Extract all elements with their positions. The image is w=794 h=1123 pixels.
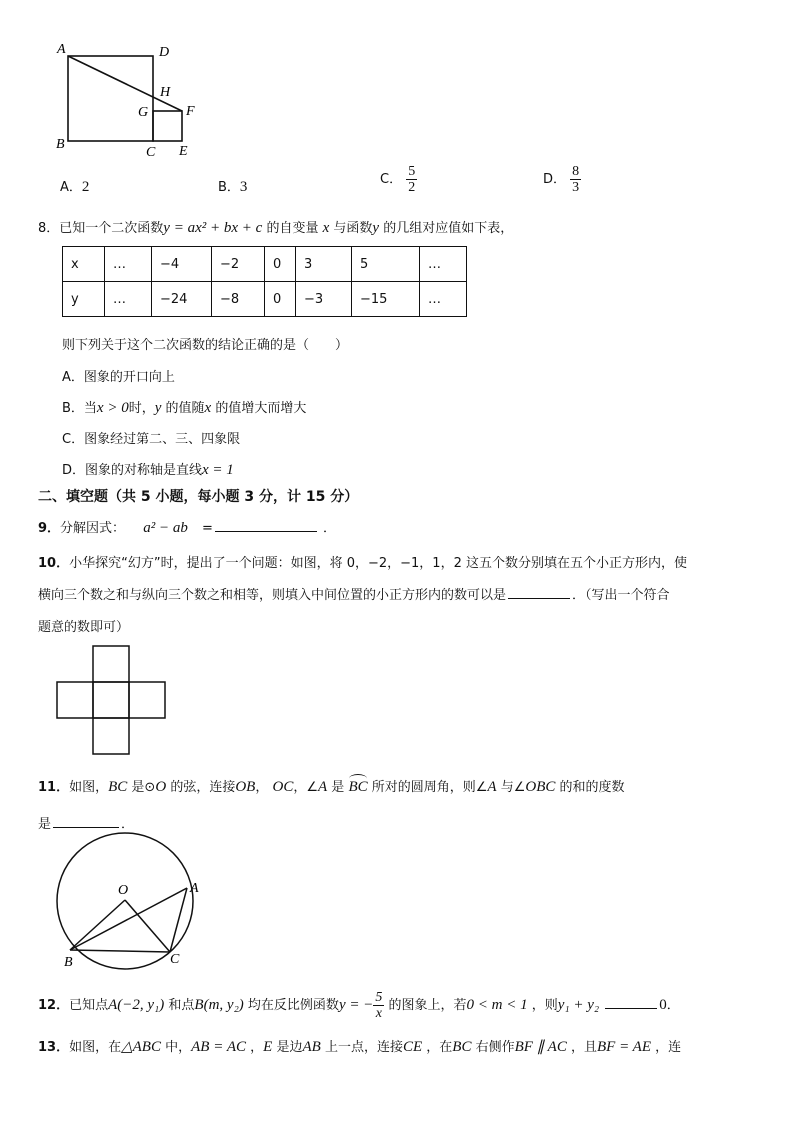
q12: 12．已知点A(−2, y₁) 和点B(m, y₂) 均在反比例函数y = − $\frac{5}{x}$ 的图象上，若0 < m < 1 ，则y₁ + y₂ 0． [38,990,680,1021]
q8-question: 则下列关于这个二次函数的结论正确的是（ ） [62,338,349,353]
q7-option-d: D． $\frac{8}{3}$ [543,164,580,195]
label-D: D [159,45,170,60]
table-cell: −2 [212,247,265,282]
q8-stem: 8．已知一个二次函数y = ax² + bx + c 的自变量 x 与函数y 的几组对应值如下表， [38,220,514,236]
table-cell: 0 [265,282,296,317]
label-C: C [146,145,156,160]
q9-answer-blank[interactable] [215,530,317,532]
table-cell: −24 [152,282,212,317]
q8-value-table [62,246,467,317]
label-C: C [170,952,180,967]
label-A: A [57,42,66,57]
section-title: 二、填空题（共 5 小题，每小题 3 分，计 15 分） [38,489,359,505]
table-cell: −8 [212,282,265,317]
label-E: E [179,144,188,159]
q11-line1: 11．如图，BC 是⊙O 的弦，连接OB， OC，∠A 是 BC 所对的圆周角，则∠A 与∠OBC 的和的度数 [38,776,625,796]
q7-option-c: C． $\frac{5}{2}$ [380,164,416,195]
q8-option-c: C．图象经过第二、三、四象限 [62,432,241,447]
q10-answer-blank[interactable] [508,597,570,599]
table-cell: x [63,247,105,282]
q10-line2: 横向三个数之和与纵向三个数之和相等，则填入中间位置的小正方形内的数可以是 ．（写出一个符合 [38,588,670,603]
q9: 9．分解因式： a² − ab = ． [38,520,337,536]
q7-option-b: B．3 [218,179,248,195]
table-cell: 5 [352,247,420,282]
table-cell: … [105,282,152,317]
q12-answer-blank[interactable] [605,1007,657,1009]
q7-option-a: A．2 [60,179,90,195]
table-cell: −3 [296,282,352,317]
label-H: H [160,85,171,100]
q10-line1: 10．小华探究“幻方”时，提出了一个问题：如图，将 0，−2，−1，1，2 这五个数分别填在五个小正方形内，使 [38,556,687,571]
q8-option-a: A．图象的开口向上 [62,370,175,385]
table-cell: … [105,247,152,282]
q7-geometry-figure [50,38,210,162]
q11-line2: 是 ． [38,817,135,832]
label-O: O [118,883,129,898]
table-cell: −15 [352,282,420,317]
q13: 13．如图，在△ABC 中，AB = AC ，E 是边AB 上一点，连接CE ，在BC 右侧作BF ∥ AC ，且BF = AE ，连 [38,1039,682,1055]
label-G: G [138,105,149,120]
label-F: F [186,104,195,119]
label-A: A [190,881,199,896]
table-cell: 0 [265,247,296,282]
table-row-x [63,247,467,282]
q8-option-b: B．当x > 0时，y 的值随x 的值增大而增大 [62,400,307,416]
q11-answer-blank[interactable] [53,826,119,828]
label-B: B [64,955,73,970]
table-row-y [63,282,467,317]
q10-line3: 题意的数即可） [38,620,130,635]
label-B: B [56,137,65,152]
table-cell: … [420,282,467,317]
q11-circle-figure [52,830,212,972]
table-cell: 3 [296,247,352,282]
table-cell: … [420,247,467,282]
q8-option-d: D．图象的对称轴是直线x = 1 [62,462,234,478]
table-cell: −4 [152,247,212,282]
q10-cross-grid-figure [55,645,169,757]
table-cell: y [63,282,105,317]
